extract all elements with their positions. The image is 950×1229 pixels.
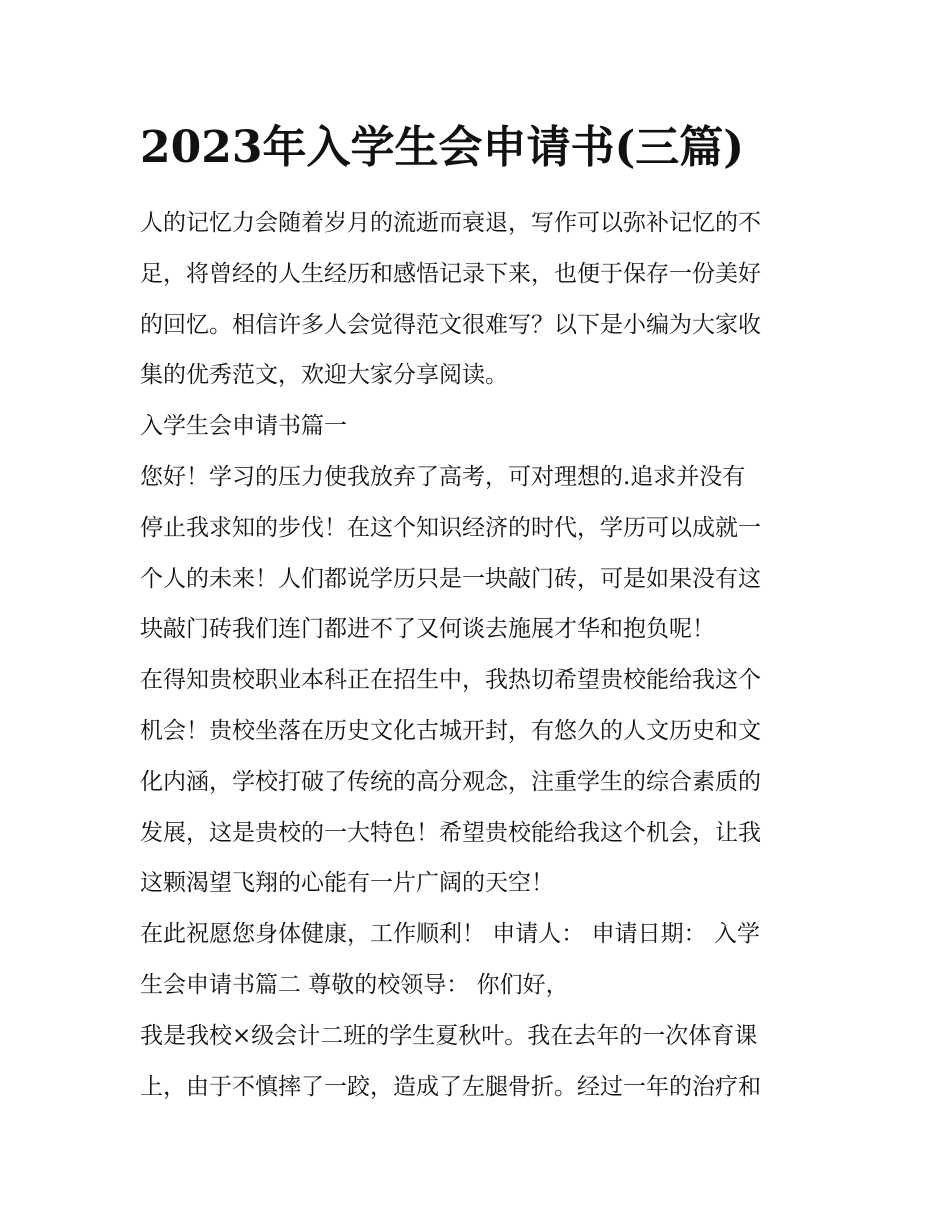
text-line: 您好！学习的压力使我放弃了高考，可对理想的.追求并没有 xyxy=(140,463,746,490)
text-line: 个人的未来！人们都说学历只是一块敲门砖，可是如果没有这 xyxy=(140,565,761,592)
text-line: 这颗渴望飞翔的心能有一片广阔的天空！ xyxy=(140,870,554,897)
text-line: 块敲门砖我们连门都进不了又何谈去施展才华和抱负呢！ xyxy=(140,616,715,643)
text-line: 停止我求知的步伐！在这个知识经济的时代，学历可以成就一 xyxy=(140,514,761,541)
text-line: 机会！贵校坐落在历史文化古城开封，有悠久的人文历史和文 xyxy=(140,717,761,744)
text-line: 生会申请书篇二 尊敬的校领导： 你们好， xyxy=(140,971,569,998)
text-line: 集的优秀范文，欢迎大家分享阅读。 xyxy=(140,362,508,389)
text-line: 发展，这是贵校的一大特色！希望贵校能给我这个机会，让我 xyxy=(140,819,761,846)
text-line: 足，将曾经的人生经历和感悟记录下来，也便于保存一份美好 xyxy=(140,260,761,287)
text-line: 在得知贵校职业本科正在招生中，我热切希望贵校能给我这个 xyxy=(140,667,761,694)
section-heading: 入学生会申请书篇一 xyxy=(140,413,347,440)
text-line: 化内涵，学校打破了传统的高分观念，注重学生的综合素质的 xyxy=(140,768,761,795)
document-body xyxy=(140,198,820,1112)
text-line: 人的记忆力会随着岁月的流逝而衰退，写作可以弥补记忆的不 xyxy=(140,210,761,236)
text-line: 在此祝愿您身体健康，工作顺利！ 申请人： 申请日期： 入学 xyxy=(140,921,760,948)
text-line: 的回忆。相信许多人会觉得范文很难写？以下是小编为大家收 xyxy=(140,311,761,338)
text-line: 上，由于不慎摔了一跤，造成了左腿骨折。经过一年的治疗和 xyxy=(140,1073,761,1100)
text-line: 我是我校×级会计二班的学生夏秋叶。我在去年的一次体育课 xyxy=(140,1022,758,1049)
document-title: 2023年入学生会申请书(三篇) xyxy=(140,122,745,173)
